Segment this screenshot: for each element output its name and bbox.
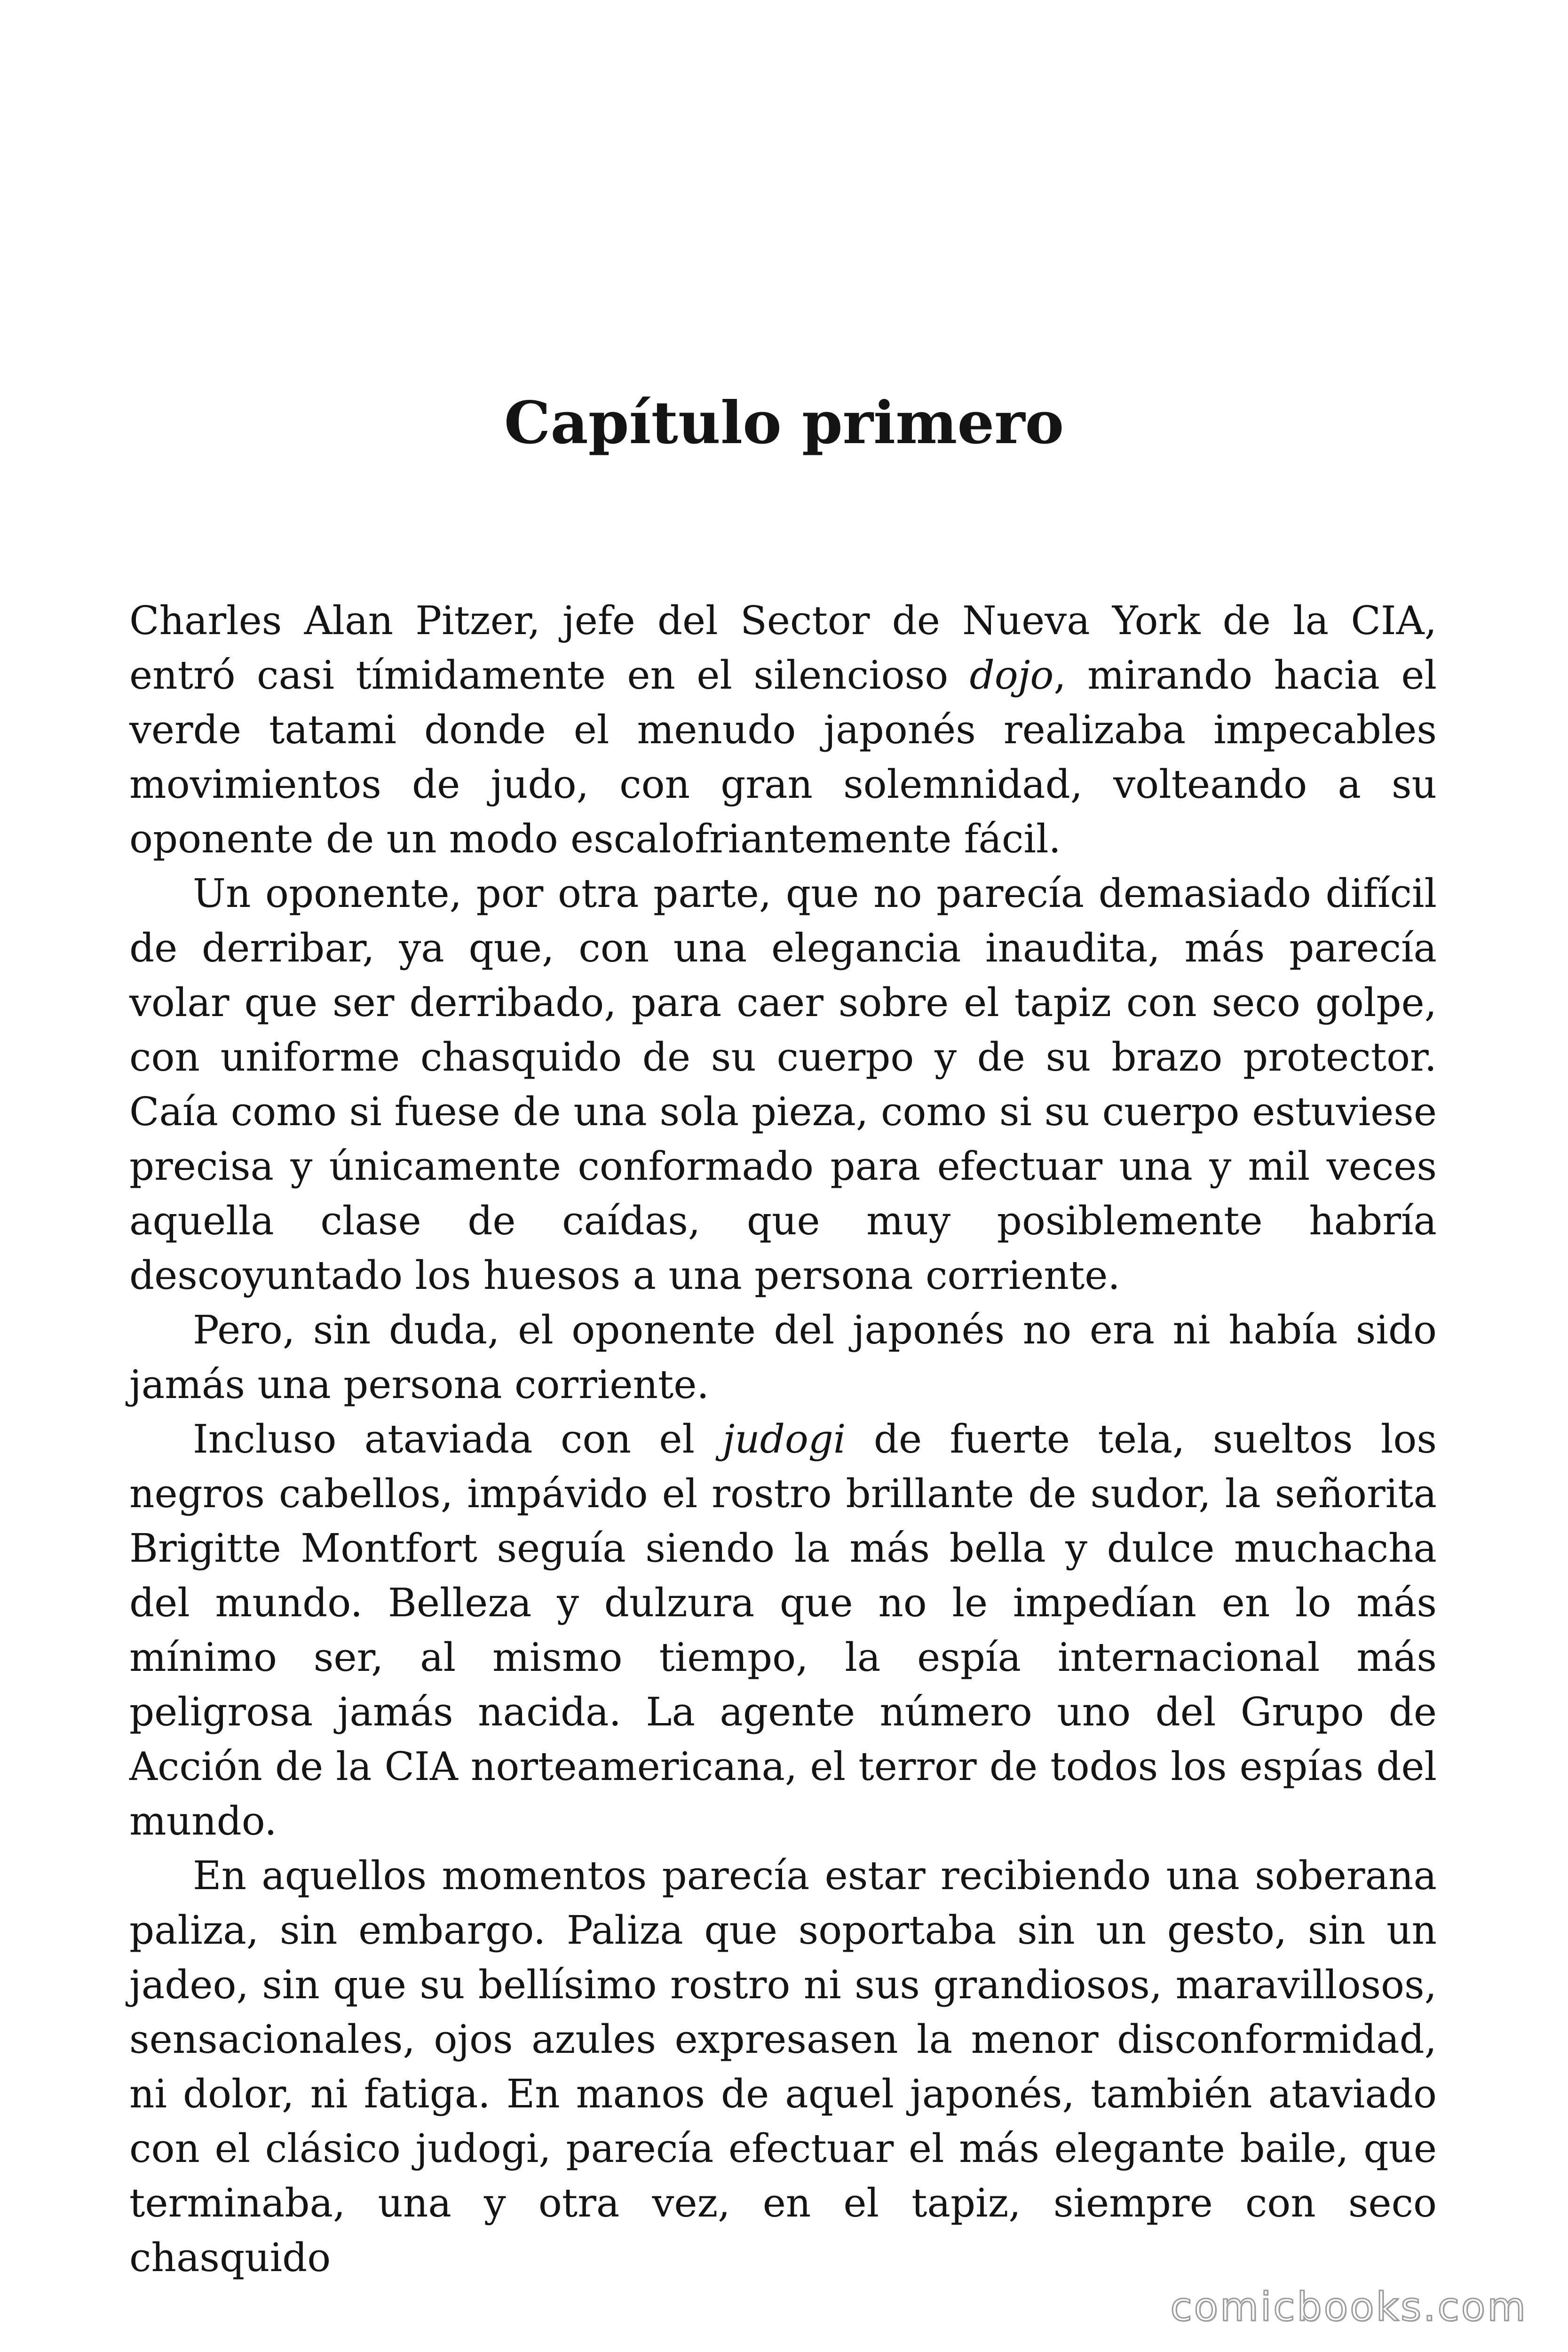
watermark: comicbooks.com [1170, 2284, 1528, 2330]
chapter-body [129, 594, 1437, 2285]
chapter-title: Capítulo primero [504, 389, 1064, 457]
text-run: Charles Alan Pitzer, jefe del Sector de Nueva York de la CIA, entró casi tímidamente en el silencioso [129, 598, 1437, 698]
text-run: , mirando hacia el verde tatami donde el menudo japonés realizaba impecables movimientos de judo, con gran solemnidad, volteando a su oponente de un modo escalofriantemente fácil. [129, 652, 1437, 862]
italic-term: dojo [969, 652, 1054, 698]
text-run: Incluso ataviada con el [193, 1416, 723, 1462]
text-run: Un oponente, por otra parte, que no parecía demasiado difícil de derribar, ya que, con una elegancia inaudita, más parecía volar que ser derribado, para caer sobre el tapiz con seco golpe, con uniforme chasquido de su cuerpo y de su brazo protector. Caía como si fuese de una sola pieza, como si su cuerpo estuviese precisa y únicamente conformado para efectuar una y mil veces aquella clase de caídas, que muy posiblemente habría descoyuntado los huesos a una persona corriente. [129, 871, 1437, 1298]
paragraph [129, 1849, 1437, 2285]
italic-term: judogi [722, 1416, 846, 1462]
paragraph [129, 594, 1437, 866]
text-run: Pero, sin duda, el oponente del japonés no era ni había sido jamás una persona corriente. [129, 1307, 1437, 1407]
text-run: En aquellos momentos parecía estar recibiendo una soberana paliza, sin embargo. Paliza que soportaba sin un gesto, sin un jadeo, sin que su bellísimo rostro ni sus grandiosos, maravillosos, sensacionales, ojos azules expresasen la menor disconformidad, ni dolor, ni fatiga. En manos de aquel japonés, también ataviado con el clásico judogi, parecía efectuar el más elegante baile, que terminaba, una y otra vez, en el tapiz, siempre con seco chasquido [129, 1853, 1437, 2280]
paragraph [129, 866, 1437, 1303]
text-run: de fuerte tela, sueltos los negros cabellos, impávido el rostro brillante de sudor, la señorita Brigitte Montfort seguía siendo la más bella y dulce muchacha del mundo. Belleza y dulzura que no le impedían en lo más mínimo ser, al mismo tiempo, la espía internacional más peligrosa jamás nacida. La agente número uno del Grupo de Acción de la CIA norteamericana, el terror de todos los espías del mundo. [129, 1416, 1437, 1844]
paragraph [129, 1412, 1437, 1849]
paragraph [129, 1303, 1437, 1412]
